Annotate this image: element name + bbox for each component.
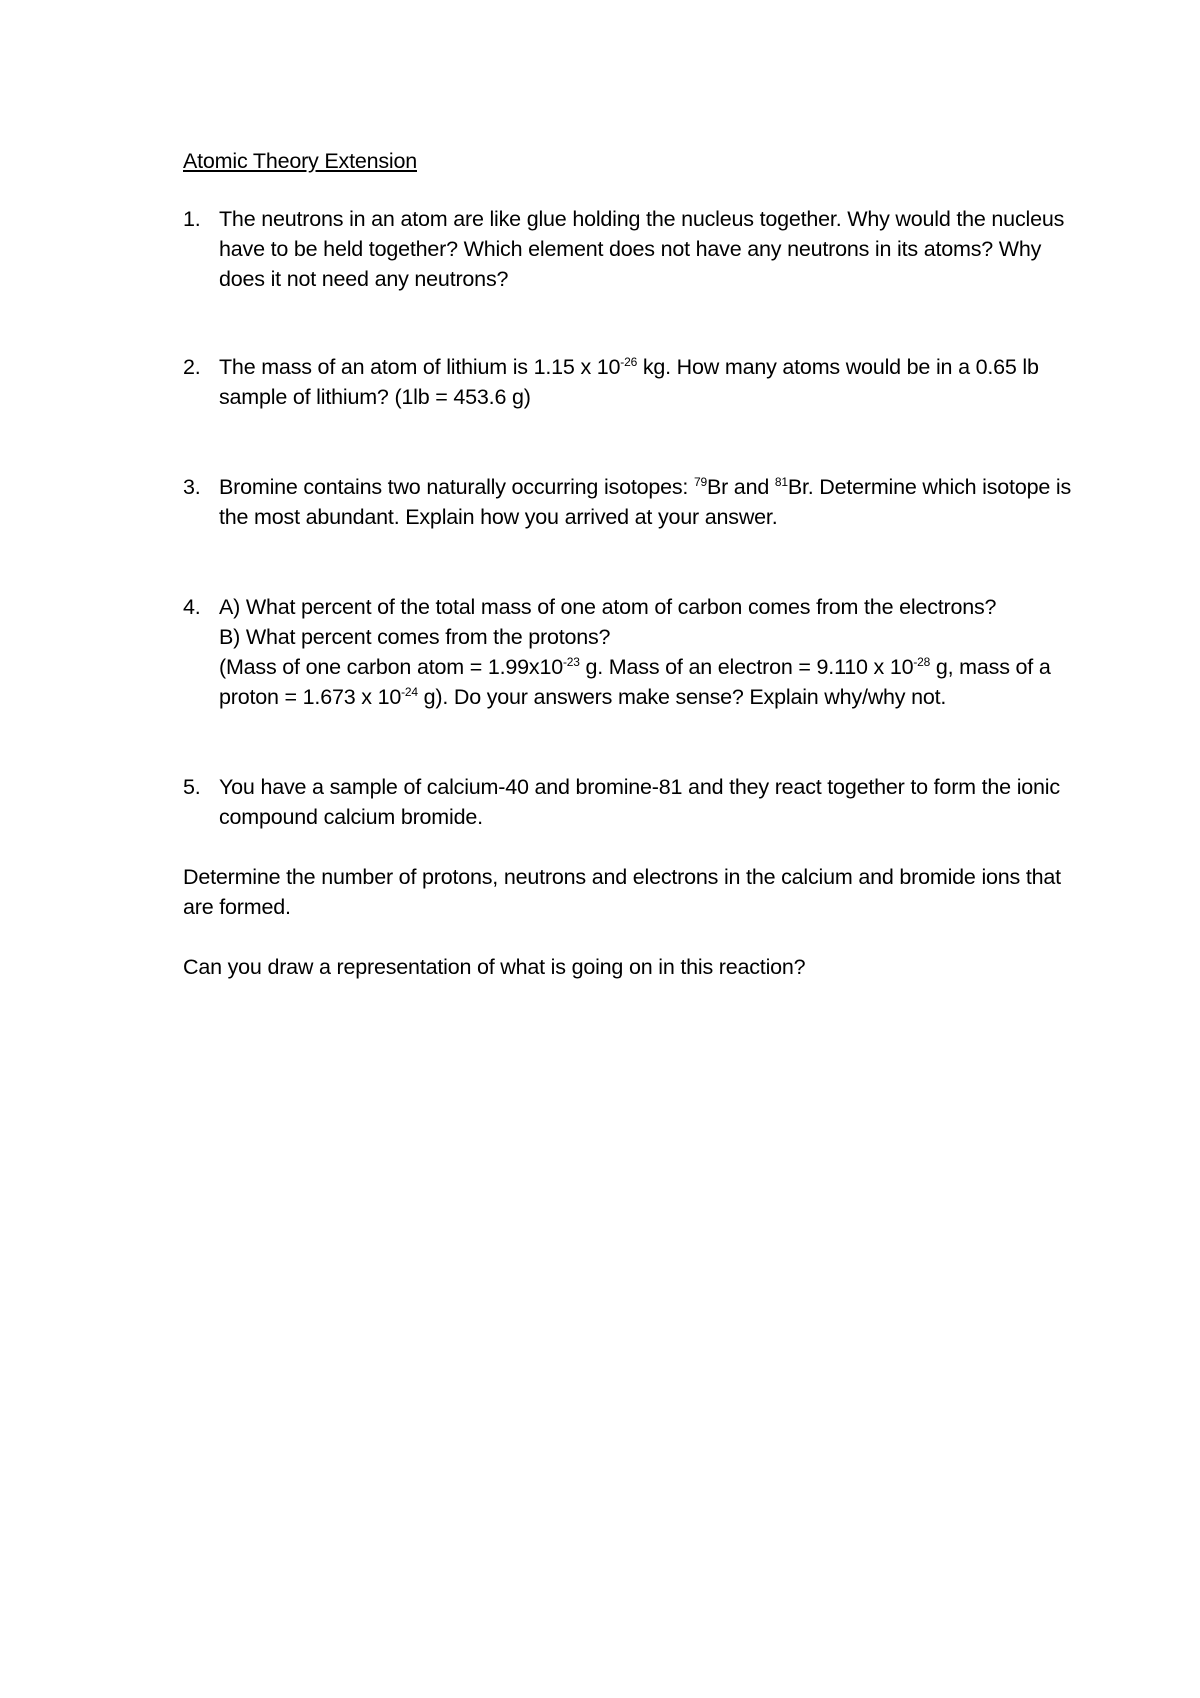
exponent: -23 [562,654,580,669]
text-fragment: Br and [706,475,775,499]
text-fragment: kg. How many atoms would be in a 0.65 lb sample of lithium? (1lb = 453.6 g) [219,355,1039,409]
isotope-mass-number: 81 [774,474,788,489]
question-2 [183,352,1083,412]
question-5 [183,772,1083,832]
question-4 [183,592,1083,712]
question-number: 2. [183,355,201,379]
question-part-a: A) What percent of the total mass of one atom of carbon comes from the electrons? [219,595,997,619]
question-text [219,472,1083,532]
text-fragment: g, mass of a proton = 1.673 x 10 [219,655,1051,709]
question-number: 3. [183,475,201,499]
exponent: -26 [620,354,638,369]
text-fragment: Br. Determine which isotope is the most abundant. Explain how you arrived at your answer. [219,475,1071,529]
question-number: 1. [183,207,201,231]
instruction-paragraph: Can you draw a representation of what is going on in this reaction? [183,955,806,979]
text-fragment: (Mass of one carbon atom = 1.99x10 [219,655,563,679]
question-text [219,592,1083,712]
text-fragment: Bromine contains two naturally occurring isotopes: [219,475,694,499]
instruction-paragraph: Determine the number of protons, neutrons and electrons in the calcium and bromide ions that are formed. [183,865,1061,919]
question-part-b: B) What percent comes from the protons? [219,625,611,649]
question-text [219,352,1083,412]
document-title: Atomic Theory Extension [183,149,417,173]
question-3 [183,472,1083,532]
text-fragment: g). Do your answers make sense? Explain why/why not. [417,685,947,709]
question-data [219,652,1083,712]
exponent: -24 [401,684,418,699]
question-number: 5. [183,775,201,799]
question-text: The neutrons in an atom are like glue holding the nucleus together. Why would the nucleus have to be held together? Which element does not have any neutrons in its atoms? Why does it not need any neutrons? [219,207,1065,291]
question-text: You have a sample of calcium-40 and bromine-81 and they react together to form the ionic compound calcium bromide. [219,775,1060,829]
isotope-mass-number: 79 [693,474,707,489]
text-fragment: The mass of an atom of lithium is 1.15 x 10 [219,355,621,379]
exponent: -28 [913,654,931,669]
question-1 [183,204,1083,294]
text-fragment: g. Mass of an electron = 9.110 x 10 [579,655,914,679]
document-content [183,146,1083,982]
question-number: 4. [183,595,201,619]
